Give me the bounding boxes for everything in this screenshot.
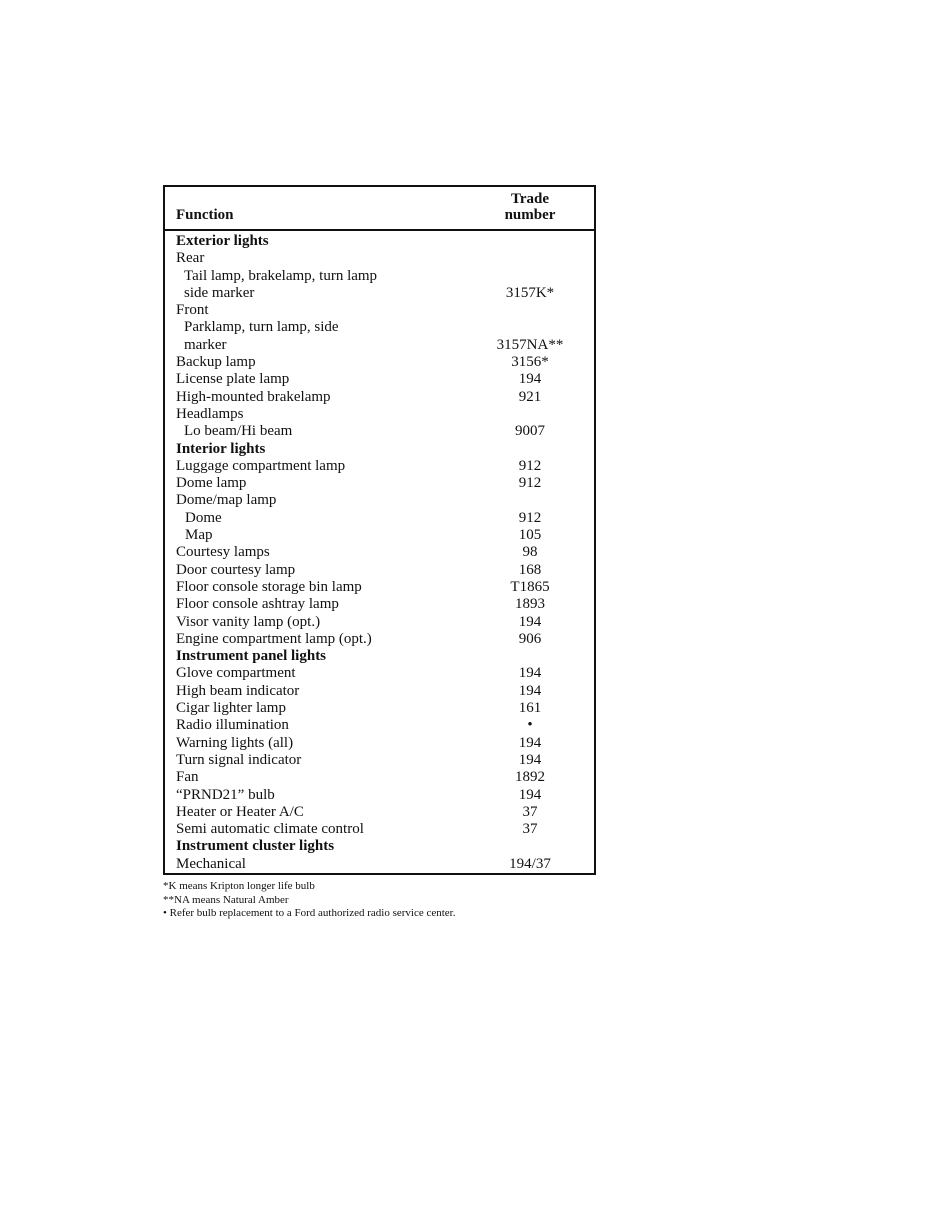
table-row	[165, 804, 594, 821]
function-cell: Cigar lighter lamp	[176, 700, 286, 717]
section-row	[165, 838, 594, 855]
trade-number-cell: 161	[518, 700, 542, 717]
function-cell: Rear	[176, 250, 205, 267]
function-cell: License plate lamp	[176, 371, 290, 388]
function-cell: Parklamp, turn lamp, side	[184, 319, 339, 336]
function-cell: Heater or Heater A/C	[176, 803, 304, 820]
table-row	[165, 406, 594, 423]
trade-number-cell: 912	[518, 475, 542, 492]
trade-number-cell: 921	[518, 388, 542, 405]
table-row	[165, 510, 594, 527]
table-row	[165, 371, 594, 388]
trade-number-cell: 1893	[515, 596, 545, 613]
column-header-function: Function	[176, 207, 234, 223]
function-cell: Radio illumination	[176, 717, 289, 734]
trade-number-cell: T1865	[510, 578, 550, 595]
table-row	[165, 700, 594, 717]
trade-number-cell: 3157NA**	[496, 336, 564, 353]
function-cell: Semi automatic climate control	[176, 821, 364, 838]
table-row	[165, 717, 594, 734]
table-row	[165, 614, 594, 631]
table-row	[165, 475, 594, 492]
table-row	[165, 579, 594, 596]
trade-header-line2: number	[504, 207, 556, 223]
function-cell: Dome/map lamp	[176, 492, 277, 509]
function-cell: High beam indicator	[176, 682, 300, 699]
function-cell: Engine compartment lamp (opt.)	[176, 630, 372, 647]
column-header-trade-number	[475, 191, 585, 223]
function-cell: Lo beam/Hi beam	[184, 423, 293, 440]
function-cell: Backup lamp	[176, 354, 256, 371]
function-cell: Dome	[185, 509, 222, 526]
bulb-table	[163, 185, 596, 875]
function-cell: marker	[184, 336, 227, 353]
trade-number-cell: 912	[518, 509, 542, 526]
footnote-radio: • Refer bulb replacement to a Ford authorized radio service center.	[163, 907, 456, 919]
table-row	[165, 389, 594, 406]
table-row	[165, 527, 594, 544]
table-row	[165, 665, 594, 682]
trade-number-cell: 194	[518, 751, 542, 768]
trade-number-cell: 3156*	[511, 354, 549, 371]
section-row	[165, 441, 594, 458]
function-cell: Floor console ashtray lamp	[176, 596, 339, 613]
function-cell: Floor console storage bin lamp	[176, 578, 362, 595]
trade-number-cell: 194	[518, 682, 542, 699]
trade-number-cell: 194	[518, 613, 542, 630]
table-row	[165, 285, 594, 302]
section-row	[165, 233, 594, 250]
function-cell: Glove compartment	[176, 665, 296, 682]
trade-number-cell: 1892	[515, 769, 545, 786]
table-row	[165, 562, 594, 579]
function-cell: Tail lamp, brakelamp, turn lamp	[184, 267, 378, 284]
trade-number-cell: 105	[518, 527, 542, 544]
table-row	[165, 319, 594, 336]
table-row	[165, 354, 594, 371]
trade-number-cell: 194	[518, 665, 542, 682]
table-row	[165, 821, 594, 838]
table-row	[165, 337, 594, 354]
section-heading: Exterior lights	[176, 233, 269, 249]
table-row	[165, 544, 594, 561]
table-row	[165, 735, 594, 752]
trade-number-cell: 194	[518, 734, 542, 751]
function-cell: Courtesy lamps	[176, 544, 270, 561]
table-row	[165, 752, 594, 769]
function-cell: Warning lights (all)	[176, 734, 294, 751]
function-cell: High-mounted brakelamp	[176, 388, 331, 405]
trade-number-cell: 906	[518, 630, 542, 647]
table-row	[165, 492, 594, 509]
table-row	[165, 423, 594, 440]
function-cell: side marker	[184, 284, 255, 301]
table-row	[165, 631, 594, 648]
function-cell: Map	[185, 527, 213, 544]
function-cell: Visor vanity lamp (opt.)	[176, 613, 321, 630]
trade-number-cell: 37	[522, 803, 538, 820]
function-cell: Dome lamp	[176, 475, 247, 492]
table-row	[165, 250, 594, 267]
section-heading: Instrument cluster lights	[176, 838, 335, 855]
table-row	[165, 268, 594, 285]
trade-number-cell: 37	[522, 821, 538, 838]
table-row	[165, 596, 594, 613]
trade-number-cell: 194	[518, 371, 542, 388]
trade-number-cell: 194	[518, 786, 542, 803]
table-row	[165, 458, 594, 475]
function-cell: “PRND21” bulb	[176, 786, 275, 803]
function-cell: Turn signal indicator	[176, 751, 302, 768]
function-cell: Door courtesy lamp	[176, 561, 296, 578]
function-cell: Front	[176, 302, 209, 319]
table-header	[165, 187, 594, 231]
function-cell: Luggage compartment lamp	[176, 457, 346, 474]
trade-number-cell: 912	[518, 457, 542, 474]
table-row	[165, 302, 594, 319]
footnote-na: **NA means Natural Amber	[163, 893, 289, 906]
trade-number-cell: 194/37	[509, 855, 551, 872]
table-row	[165, 683, 594, 700]
section-heading: Interior lights	[176, 440, 266, 457]
table-row	[165, 856, 594, 873]
function-cell: Headlamps	[176, 405, 244, 422]
trade-header-line1: Trade	[510, 191, 550, 207]
function-cell: Mechanical	[176, 855, 246, 872]
trade-number-cell: 9007	[515, 423, 545, 440]
trade-number-cell: 98	[522, 544, 538, 561]
footnote-k: *K means Kripton longer life bulb	[163, 880, 315, 892]
function-cell: Fan	[176, 769, 199, 786]
section-row	[165, 648, 594, 665]
footnotes	[163, 880, 455, 921]
table-row	[165, 787, 594, 804]
trade-number-cell: •	[527, 717, 533, 734]
table-row	[165, 769, 594, 786]
trade-number-cell: 168	[518, 561, 542, 578]
table-body	[165, 233, 594, 873]
trade-number-cell: 3157K*	[505, 284, 555, 301]
section-heading: Instrument panel lights	[176, 648, 327, 665]
